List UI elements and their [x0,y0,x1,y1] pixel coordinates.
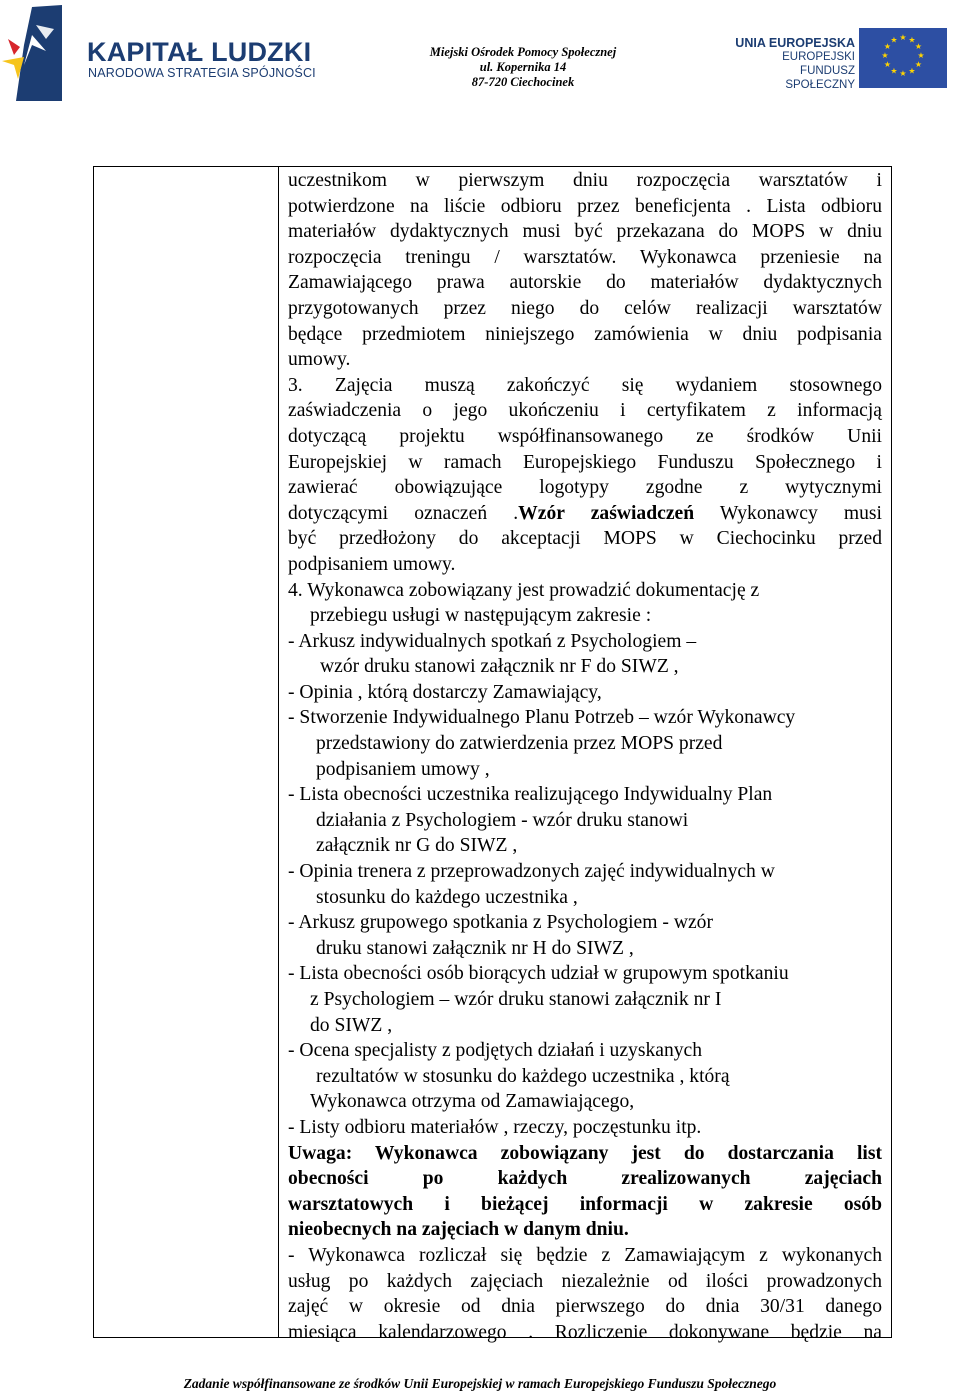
list-item: - Arkusz indywidualnych spotkań z Psychologiem – [288,630,697,652]
list-item: - Listy odbioru materiałów , rzeczy, poczęstunku itp. [288,1116,702,1138]
svg-text:★: ★ [883,42,892,51]
text-line: uczestnikom w pierwszym dniu rozpoczęcia warsztatów i [288,170,882,191]
institution-address [418,45,628,90]
text-line: Zamawiającego prawa autorskie do materiałów dydaktycznych [288,272,882,294]
list-item-continued: przedstawiony do zatwierdzenia przez MOPS przed [316,733,723,755]
list-item-continued: druku stanowi załącznik nr H do SIWZ , [316,937,634,959]
kapital-ludzki-subtitle: NARODOWA STRATEGIA SPÓJNOŚCI [88,66,316,80]
text-line: rozpoczęcia treningu / warsztatów. Wykonawca przeniesie na [288,246,882,268]
list-item-continued: działania z Psychologiem - wzór druku stanowi [316,809,689,831]
text-line: - Wykonawca rozliczał się będzie z Zamawiającym z wykonanych [288,1244,882,1266]
text-line: materiałów dydaktycznych musi być przekazana do MOPS w dniu [288,221,882,243]
list-item: - Lista obecności osób biorących udział w grupowym spotkaniu [288,963,789,985]
text-line: zawierać obowiązujące logotypy zgodne z wytycznymi [288,477,882,499]
kapital-ludzki-title: KAPITAŁ LUDZKI [87,37,312,67]
page-footer: Zadanie współfinansowane ze środków Unii Europejskiej w ramach Europejskiego Funduszu Społecznego [183,1376,777,1391]
text-line: być przedłożony do akceptacji MOPS w Ciechocinku przed [288,528,882,550]
note-line: nieobecnych na zajęciach w danym dniu. [288,1219,629,1241]
eu-line-2: EUROPEJSKI [782,51,855,63]
text-line: Europejskiej w ramach Europejskiego Funduszu Społecznego i [288,451,882,473]
eu-line-3: FUNDUSZ SPOŁECZNY [785,65,855,91]
list-item: - Opinia trenera z przeprowadzonych zajęć indywidualnych w [288,861,775,883]
list-heading: 4. Wykonawca zobowiązany jest prowadzić dokumentację z [288,579,760,601]
note-line: warsztatowych i bieżącej informacji w zakresie osób [288,1193,882,1215]
text-line: będące przedmiotem niniejszego zamówienia w dniu podpisania [288,323,882,345]
svg-text:★: ★ [917,51,925,60]
svg-text:★: ★ [908,35,916,45]
list-item: - Ocena specjalisty z podjętych działań i uzyskanych [288,1040,703,1062]
text-line: miesiąca kalendarzowego . Rozliczenie dokonywane będzie na [288,1321,882,1343]
text-line: 3. Zajęcia muszą zakończyć się wydaniem stosownego [288,374,882,396]
list-item-continued: do SIWZ , [310,1014,393,1036]
table-left-column [94,167,279,1337]
text-line: usług po każdych zajęciach niezależnie od ilości prowadzonych [288,1270,882,1292]
list-item-continued: załącznik nr G do SIWZ , [316,835,518,857]
svg-text:★: ★ [883,60,892,69]
list-item-continued: z Psychologiem – wzór druku stanowi załącznik nr I [310,989,722,1010]
kapital-ludzki-logo-icon [2,5,64,101]
eu-logo-text [730,36,855,92]
text-line: zajęć w okresie od dnia pierwszego do dnia 30/31 danego [288,1296,882,1318]
list-item: - Opinia , którą dostarczy Zamawiający, [288,681,602,703]
text-span: Wykonawcy musi [694,502,882,524]
list-item: - Arkusz grupowego spotkania z Psychologiem - wzór [288,912,713,934]
list-item-continued: wzór druku stanowi załącznik nr F do SIWZ , [320,656,679,678]
text-line: umowy. [288,349,351,371]
svg-text:★: ★ [908,66,916,76]
list-item-continued: Wykonawca otrzyma od Zamawiającego, [310,1091,635,1113]
text-line: dotyczącą projektu współfinansowanego ze środków Unii [288,425,882,447]
page-header [0,0,960,110]
eu-flag-icon [859,28,947,88]
text-line: zaświadczenia o jego ukończeniu i certyfikatem z informacją [288,400,882,422]
note-line: obecności po każdych zrealizowanych zajęciach [288,1168,882,1190]
svg-text:★: ★ [914,42,923,51]
text-line [288,501,882,527]
svg-text:★: ★ [890,66,898,76]
list-heading: przebiegu usługi w następującym zakresie : [310,605,652,627]
table-content-cell [288,168,882,1345]
institution-city: 87-720 Ciechocinek [471,75,575,89]
note-line: Uwaga: Wykonawca zobowiązany jest do dostarczania list [288,1142,882,1164]
institution-name: Miejski Ośrodek Pomocy Społecznej [429,45,617,59]
list-item-continued: stosunku do każdego uczestnika , [316,886,578,908]
text-line: przygotowanych przez niego do celów realizacji warsztatów [288,297,882,319]
svg-text:★: ★ [881,51,889,60]
text-line: podpisaniem umowy. [288,553,456,575]
list-item: - Lista obecności uczestnika realizującego Indywidualny Plan [288,784,773,806]
list-item-continued: rezultatów w stosunku do każdego uczestnika , którą [316,1065,730,1087]
list-item: - Stworzenie Indywidualnego Planu Potrzeb – wzór Wykonawcy [288,707,796,729]
svg-text:★: ★ [890,35,898,45]
eu-line-1: UNIA EUROPEJSKA [735,36,855,50]
bold-text-span: Wzór zaświadczeń [518,502,695,524]
svg-text:★: ★ [899,69,907,78]
institution-street: ul. Kopernika 14 [479,60,567,74]
list-item-continued: podpisaniem umowy , [316,758,490,780]
text-line: potwierdzone na liście odbioru przez beneficjenta . Lista odbioru [288,195,882,217]
svg-text:★: ★ [914,60,923,69]
text-span: dotyczącymi oznaczeń . [288,502,519,524]
svg-text:★: ★ [899,33,907,42]
